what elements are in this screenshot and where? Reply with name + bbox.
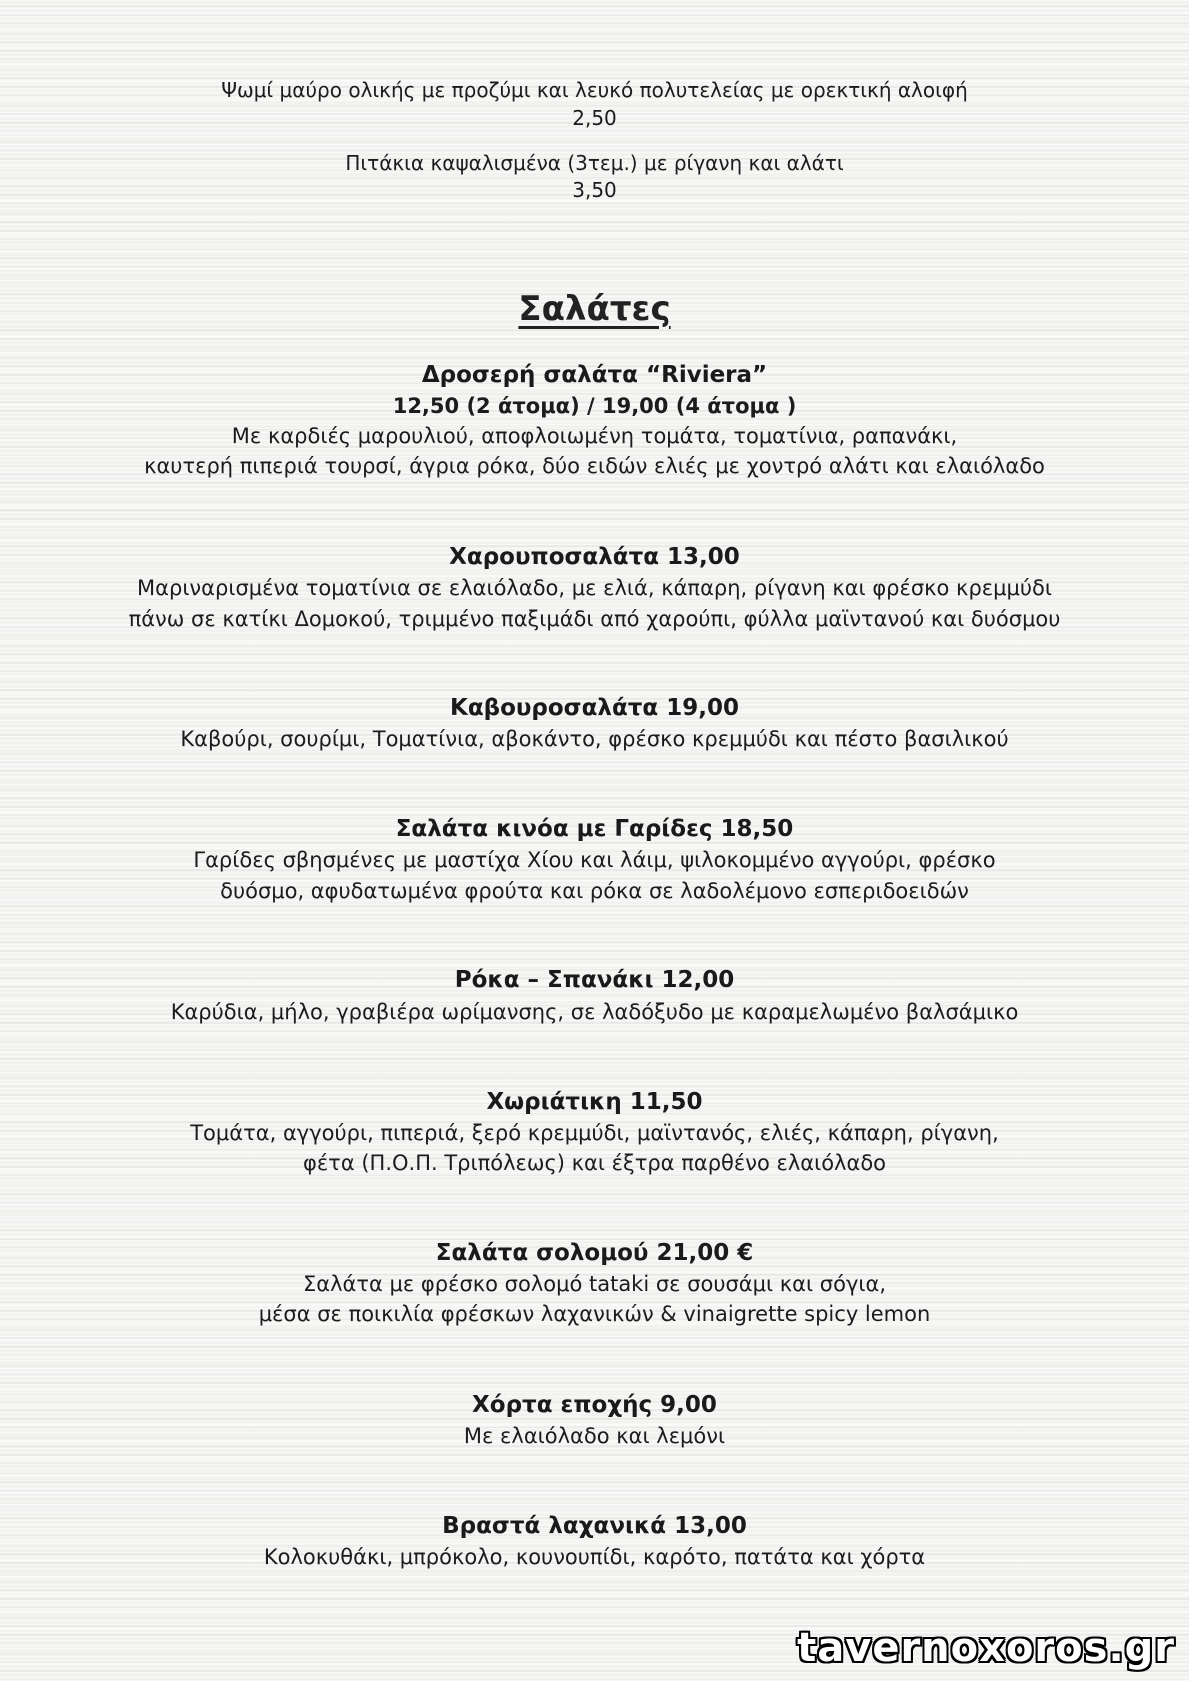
menu-item-price-options: 12,50 (2 άτομα) / 19,00 (4 άτομα ) (392, 394, 797, 418)
menu-item-desc-line: δυόσμο, αφυδατωμένα φρούτα και ρόκα σε λαδολέμονο εσπεριδοειδών (220, 879, 969, 903)
menu-item-title: Χαρουποσαλάτα 13,00 (449, 544, 740, 570)
menu-item-title: Χωριάτικη 11,50 (486, 1089, 703, 1115)
menu-item-desc-line: Μαριναρισμένα τοματίνια σε ελαιόλαδο, με ελιά, κάπαρη, ρίγανη και φρέσκο κρεμμύδι (137, 576, 1052, 600)
menu-item-title: Καβουροσαλάτα 19,00 (450, 695, 739, 721)
section-title-salads: Σαλάτες (518, 289, 671, 329)
menu-item-desc-line: Καβούρι, σουρίμι, Τοματίνια, αβοκάντο, φρέσκο κρεμμύδι και πέστο βασιλικού (180, 727, 1009, 751)
menu-item-title: Δροσερή σαλάτα “Riviera” (421, 362, 768, 388)
menu-item-desc-line: Σαλάτα με φρέσκο σολομό tataki σε σουσάμι και σόγια, (302, 1272, 887, 1296)
watermark: tavernoxoros.gr (797, 1625, 1175, 1671)
menu-item-desc-line: Με καρδιές μαρουλιού, αποφλοιωμένη τομάτα, τοματίνια, ραπανάκι, (231, 424, 958, 448)
menu-item-desc-line: Κολοκυθάκι, μπρόκολο, κουνουπίδι, καρότο, πατάτα και χόρτα (263, 1545, 926, 1569)
bread-item-1-text: Ψωμί μαύρο ολικής με προζύμι και λευκό πολυτελείας με ορεκτική αλοιφή (221, 78, 968, 102)
menu-item-title: Ρόκα – Σπανάκι 12,00 (454, 967, 735, 993)
bread-item-1-price: 2,50 (572, 106, 617, 130)
menu-item-desc-line: πάνω σε κατίκι Δομοκού, τριμμένο παξιμάδι από χαρούπι, φύλλα μαϊντανού και δυόσμου (128, 607, 1061, 631)
menu-item-title: Βραστά λαχανικά 13,00 (442, 1513, 747, 1539)
bread-item-2-text: Πιτάκια καψαλισμένα (3τεμ.) με ρίγανη και αλάτι (345, 151, 844, 175)
menu-item-desc-line: Με ελαιόλαδο και λεμόνι (463, 1424, 726, 1448)
menu-item-desc-line: καυτερή πιπεριά τουρσί, άγρια ρόκα, δύο ειδών ελιές με χοντρό αλάτι και ελαιόλαδο (144, 454, 1045, 478)
menu-item-desc-line: Καρύδια, μήλο, γραβιέρα ωρίμανσης, σε λαδόξυδο με καραμελωμένο βαλσάμικο (170, 1000, 1019, 1024)
menu-item-desc-line: μέσα σε ποικιλία φρέσκων λαχανικών & vinaigrette spicy lemon (258, 1302, 931, 1326)
menu-item-title: Σαλάτα κινόα με Γαρίδες 18,50 (395, 816, 794, 842)
menu-item-desc-line: Τομάτα, αγγούρι, πιπεριά, ξερό κρεμμύδι, μαϊντανός, ελιές, κάπαρη, ρίγανη, (190, 1121, 999, 1145)
menu-item-desc-line: Γαρίδες σβησμένες με μαστίχα Χίου και λάιμ, ψιλοκομμένο αγγούρι, φρέσκο (193, 848, 996, 872)
menu-item-desc-line: φέτα (Π.Ο.Π. Τριπόλεως) και έξτρα παρθένο ελαιόλαδο (302, 1151, 887, 1175)
menu-item-title: Χόρτα εποχής 9,00 (472, 1392, 717, 1418)
menu-item-title: Σαλάτα σολομού 21,00 € (435, 1240, 754, 1266)
bread-item-2-price: 3,50 (572, 178, 617, 202)
